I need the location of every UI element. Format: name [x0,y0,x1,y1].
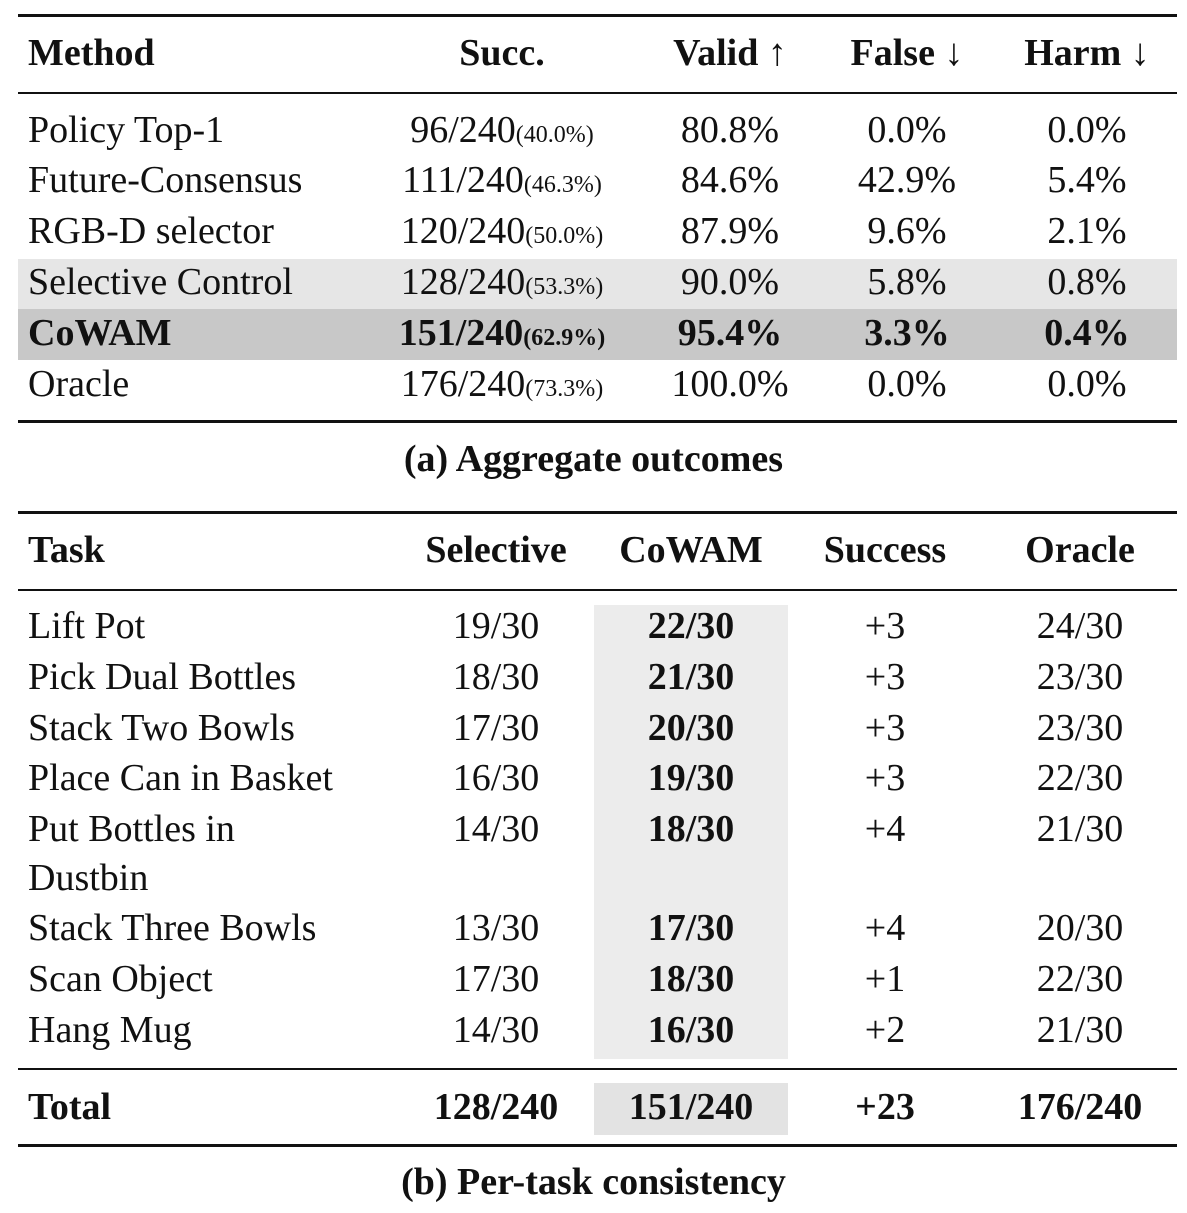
total-success: +23 [855,1086,915,1128]
table-row [28,105,224,155]
cowam-cell: 20/30 [647,707,735,749]
valid-cell: 84.6% [680,159,780,201]
succ-value: 128/240 [400,261,526,303]
table-b-bottom-rule [18,1144,1177,1147]
method-name: Oracle [28,363,130,405]
oracle-cell: 22/30 [1036,958,1124,1000]
harm-cell: 0.0% [1047,109,1127,151]
succ-value: 96/240 [410,109,516,151]
cowam-cell: 17/30 [647,907,735,949]
false-cell: 9.6% [867,210,947,252]
header-selective: Selective [425,529,567,571]
succ-pct: (40.0%) [515,122,594,148]
task-name: Pick Dual Bottles [28,656,297,698]
cowam-cell: 18/30 [647,808,735,850]
header-valid: Valid ↑ [673,32,787,74]
succ-cell [410,105,594,160]
succ-pct: (50.0%) [525,223,604,249]
success-cell: +3 [864,605,906,647]
oracle-cell: 20/30 [1036,907,1124,949]
table-row [28,257,293,307]
succ-pct: (46.3%) [523,172,602,198]
selective-cell: 18/30 [452,656,540,698]
table-a-bottom-rule [18,420,1177,423]
cowam-cell: 22/30 [647,605,735,647]
method-name: Selective Control [28,261,293,303]
selective-cell: 17/30 [452,958,540,1000]
oracle-cell: 22/30 [1036,757,1124,799]
success-cell: +3 [864,656,906,698]
task-name: Lift Pot [28,605,146,647]
succ-cell [401,206,604,261]
succ-cell [402,155,602,210]
harm-cell: 0.8% [1047,261,1127,303]
harm-cell: 0.0% [1047,363,1127,405]
header-method: Method [28,32,155,74]
table-b-header-rule [18,589,1177,591]
task-name: Hang Mug [28,1009,192,1051]
success-cell: +3 [864,707,906,749]
harm-cell: 5.4% [1047,159,1127,201]
header-cowam: CoWAM [619,529,763,571]
cowam-cell: 16/30 [647,1009,735,1051]
success-cell: +2 [864,1009,906,1051]
cowam-cell: 19/30 [647,757,735,799]
valid-cell: 80.8% [680,109,780,151]
header-false: False ↓ [850,32,964,74]
success-cell: +1 [864,958,906,1000]
oracle-cell: 24/30 [1036,605,1124,647]
table-b-caption: (b) Per-task consistency [401,1161,786,1203]
header-task: Task [28,529,105,571]
task-name: Scan Object [28,958,213,1000]
header-oracle: Oracle [1025,529,1135,571]
table-a-header-rule [18,92,1177,94]
success-cell: +4 [864,808,906,850]
oracle-cell: 23/30 [1036,707,1124,749]
false-cell: 5.8% [867,261,947,303]
task-name-line2: Dustbin [28,857,149,899]
succ-cell [401,257,604,312]
valid-cell: 87.9% [680,210,780,252]
selective-cell: 19/30 [452,605,540,647]
method-name: Policy Top-1 [28,109,225,151]
succ-value: 176/240 [400,363,526,405]
selective-cell: 16/30 [452,757,540,799]
task-name: Put Bottles in [28,808,235,850]
header-succ: Succ. [459,32,545,74]
task-name: Stack Three Bowls [28,907,317,949]
cowam-cell: 18/30 [647,958,735,1000]
table-row [28,206,274,256]
header-harm: Harm ↓ [1024,32,1150,74]
false-cell: 3.3% [864,312,950,354]
method-name: CoWAM [28,312,172,354]
valid-cell: 95.4% [677,312,783,354]
valid-cell: 90.0% [680,261,780,303]
succ-pct: (62.9%) [523,325,606,351]
selective-cell: 14/30 [452,1009,540,1051]
cowam-cell: 21/30 [647,656,735,698]
oracle-cell: 23/30 [1036,656,1124,698]
task-name: Stack Two Bowls [28,707,295,749]
task-name: Place Can in Basket [28,757,333,799]
harm-cell: 0.4% [1044,312,1130,354]
total-oracle: 176/240 [1017,1086,1143,1128]
selective-cell: 17/30 [452,707,540,749]
header-success: Success [823,529,947,571]
total-cowam: 151/240 [628,1086,754,1128]
success-cell: +3 [864,757,906,799]
harm-cell: 2.1% [1047,210,1127,252]
succ-value: 120/240 [400,210,526,252]
oracle-cell: 21/30 [1036,1009,1124,1051]
selective-cell: 14/30 [452,808,540,850]
total-selective: 128/240 [433,1086,559,1128]
valid-cell: 100.0% [671,363,789,405]
table-b-total-rule [18,1068,1177,1070]
selective-cell: 13/30 [452,907,540,949]
total-label: Total [28,1086,112,1128]
table-a-top-rule [18,14,1177,17]
succ-cell [401,359,604,414]
table-b-top-rule [18,511,1177,514]
succ-pct: (73.3%) [525,376,604,402]
false-cell: 0.0% [867,109,947,151]
oracle-cell: 21/30 [1036,808,1124,850]
table-row [28,155,302,205]
succ-value: 111/240 [402,159,524,201]
false-cell: 42.9% [857,159,957,201]
succ-pct: (53.3%) [525,274,604,300]
method-name: Future-Consensus [28,159,303,201]
false-cell: 0.0% [867,363,947,405]
table-row [28,308,172,358]
succ-value: 151/240 [398,312,524,354]
method-name: RGB-D selector [28,210,274,252]
succ-cell [399,308,606,363]
table-a-caption: (a) Aggregate outcomes [403,438,784,480]
success-cell: +4 [864,907,906,949]
table-row [28,359,129,409]
